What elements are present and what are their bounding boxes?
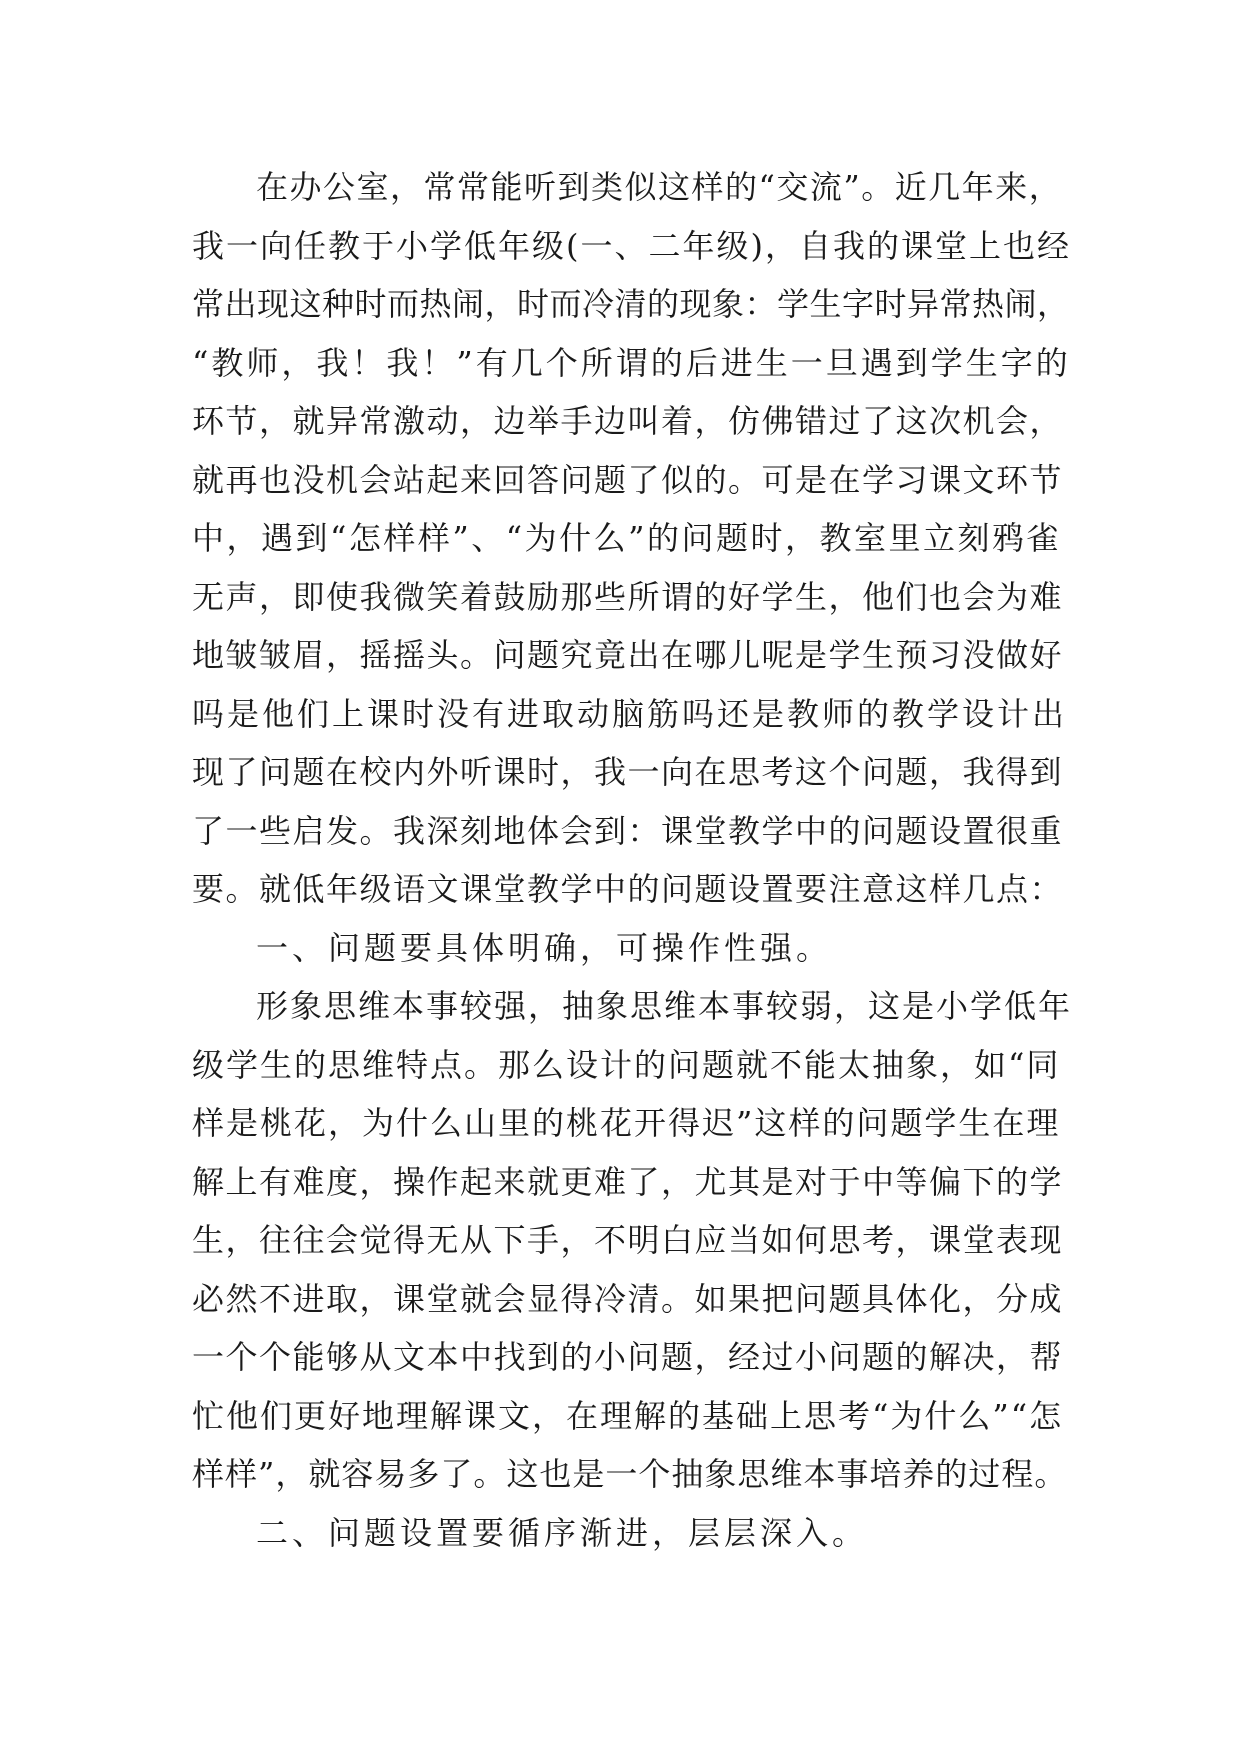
text-line: 在办公室，常常能听到类似这样的“交流”。近几年来， — [256, 168, 1063, 206]
text-line: 我一向任教于小学低年级(一、二年级)，自我的课堂上也经 — [192, 226, 1071, 265]
text-line: 无声，即使我微笑着鼓励那些所谓的好学生，他们也会为难 — [192, 577, 1064, 616]
text-line: 生，往往会觉得无从下手，不明白应当如何思考，课堂表现 — [192, 1221, 1064, 1259]
section-heading: 一、问题要具体明确，可操作性强。 — [256, 928, 833, 967]
text-line: “教师，我！我！”有几个所谓的后进生一旦遇到学生字的 — [192, 343, 1071, 382]
text-line: 现了问题在校内外听课时，我一向在思考这个问题，我得到 — [192, 753, 1064, 791]
text-line: 要。就低年级语文课堂教学中的问题设置要注意这样几点： — [192, 870, 1064, 908]
section-heading: 二、问题设置要循序渐进，层层深入。 — [256, 1513, 869, 1552]
text-line: 忙他们更好地理解课文，在理解的基础上思考“为什么”“怎 — [192, 1396, 1064, 1435]
text-line: 了一些启发。我深刻地体会到：课堂教学中的问题设置很重 — [192, 811, 1064, 850]
text-line: 常出现这种时而热闹，时而冷清的现象：学生字时异常热闹， — [192, 285, 1070, 323]
text-line: 样是桃花，为什么山里的桃花开得迟”这样的问题学生在理 — [192, 1104, 1061, 1142]
text-line: 中，遇到“怎样样”、“为什么”的问题时，教室里立刻鸦雀 — [192, 519, 1061, 557]
text-line: 地皱皱眉，摇摇头。问题究竟出在哪儿呢是学生预习没做好 — [192, 636, 1064, 674]
text-line: 环节，就异常激动，边举手边叫着，仿佛错过了这次机会， — [192, 402, 1064, 440]
text-line: 吗是他们上课时没有进取动脑筋吗还是教师的教学设计出 — [192, 694, 1068, 733]
text-line: 必然不进取，课堂就会显得冷清。如果把问题具体化，分成 — [192, 1279, 1064, 1318]
document-body — [192, 158, 1072, 1562]
text-line: 级学生的思维特点。那么设计的问题就不能太抽象，如“同 — [192, 1045, 1061, 1084]
text-line: 形象思维本事较强，抽象思维本事较弱，这是小学低年 — [256, 987, 1073, 1025]
text-line: 就再也没机会站起来回答问题了似的。可是在学习课文环节 — [192, 460, 1064, 499]
text-line: 一个个能够从文本中找到的小问题，经过小问题的解决，帮 — [192, 1338, 1064, 1376]
text-line: 样样”，就容易多了。这也是一个抽象思维本事培养的过程。 — [192, 1455, 1068, 1493]
text-line: 解上有难度，操作起来就更难了，尤其是对于中等偏下的学 — [192, 1162, 1064, 1201]
